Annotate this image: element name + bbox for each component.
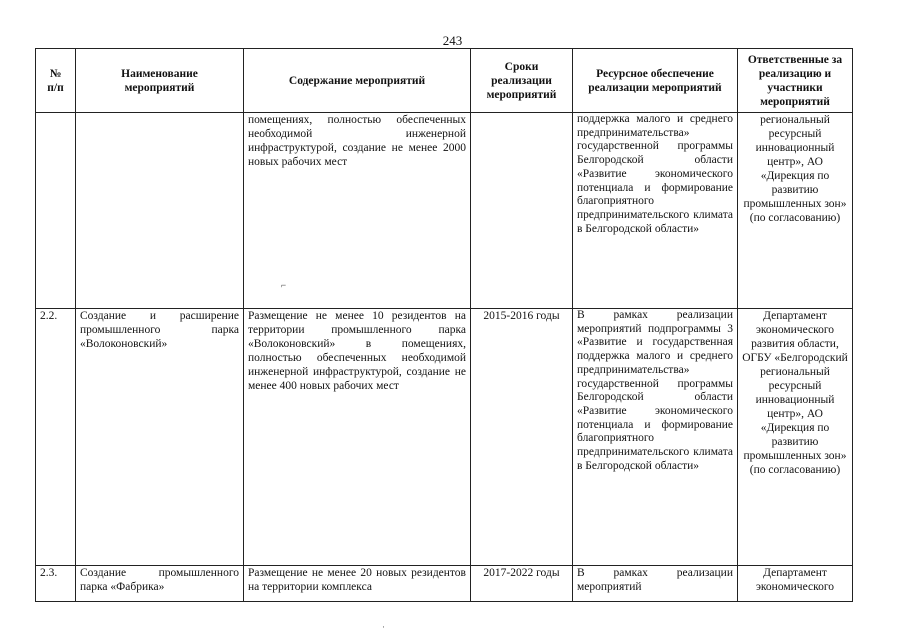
cell-responsible: региональный ресурсный инновационный центр», АО «Дирекция по развитию промышленных зон» (по согласованию): [738, 113, 853, 309]
header-responsible: Ответственные за реализацию и участники мероприятий: [738, 49, 853, 113]
header-resources: Ресурсное обеспечение реализации мероприятий: [573, 49, 738, 113]
scan-mark: ⌐: [281, 280, 287, 290]
cell-resources: поддержка малого и среднего предпринимательства» государственной программы Белгородской области «Развитие экономического потенциала и формирование благоприятного предпринимательского климата в Белгородской области»: [573, 113, 738, 309]
scan-speck: ·: [382, 622, 385, 632]
cell-resources: В рамках реализации мероприятий подпрограммы 3 «Развитие и государственная поддержка малого и среднего предпринимательства» государственной программы Белгородской области «Развитие экономического потенциала и формирование благоприятного предпринимательского климата в Белгородской области»: [573, 309, 738, 566]
cell-name: Создание промышленного парка «Фабрика»: [76, 566, 244, 602]
cell-terms: 2015-2016 годы: [471, 309, 573, 566]
header-terms: Сроки реализации мероприятий: [471, 49, 573, 113]
cell-content: помещениях, полностью обеспеченных необходимой инженерной инфраструктурой, создание не менее 2000 новых рабочих мест: [244, 113, 471, 309]
cell-resources: В рамках реализации мероприятий: [573, 566, 738, 602]
cell-terms: 2017-2022 годы: [471, 566, 573, 602]
table-row: [36, 566, 853, 602]
cell-num: 2.3.: [36, 566, 76, 602]
table-header-row: [36, 49, 853, 113]
cell-responsible: Департамент экономического: [738, 566, 853, 602]
cell-num: [36, 113, 76, 309]
table-row: [36, 113, 853, 309]
cell-content: Размещение не менее 20 новых резидентов на территории комплекса: [244, 566, 471, 602]
cell-num: 2.2.: [36, 309, 76, 566]
cell-name: Создание и расширение промышленного парка «Волоконовский»: [76, 309, 244, 566]
cell-name: [76, 113, 244, 309]
page-number: 243: [442, 33, 463, 48]
cell-responsible: Департамент экономического развития области, ОГБУ «Белгородский региональный ресурсный инновационный центр», АО «Дирекция по развитию промышленных зон» (по согласованию): [738, 309, 853, 566]
cell-terms: [471, 113, 573, 309]
header-name: Наименование мероприятий: [76, 49, 244, 113]
header-content: Содержание мероприятий: [244, 49, 471, 113]
measures-table: [35, 48, 853, 602]
table-row: [36, 309, 853, 566]
header-num: № п/п: [36, 49, 76, 113]
cell-content: Размещение не менее 10 резидентов на территории промышленного парка «Волоконовский» в помещениях, полностью обеспеченных необходимой инженерной инфраструктурой, создание не менее 400 новых рабочих мест: [244, 309, 471, 566]
